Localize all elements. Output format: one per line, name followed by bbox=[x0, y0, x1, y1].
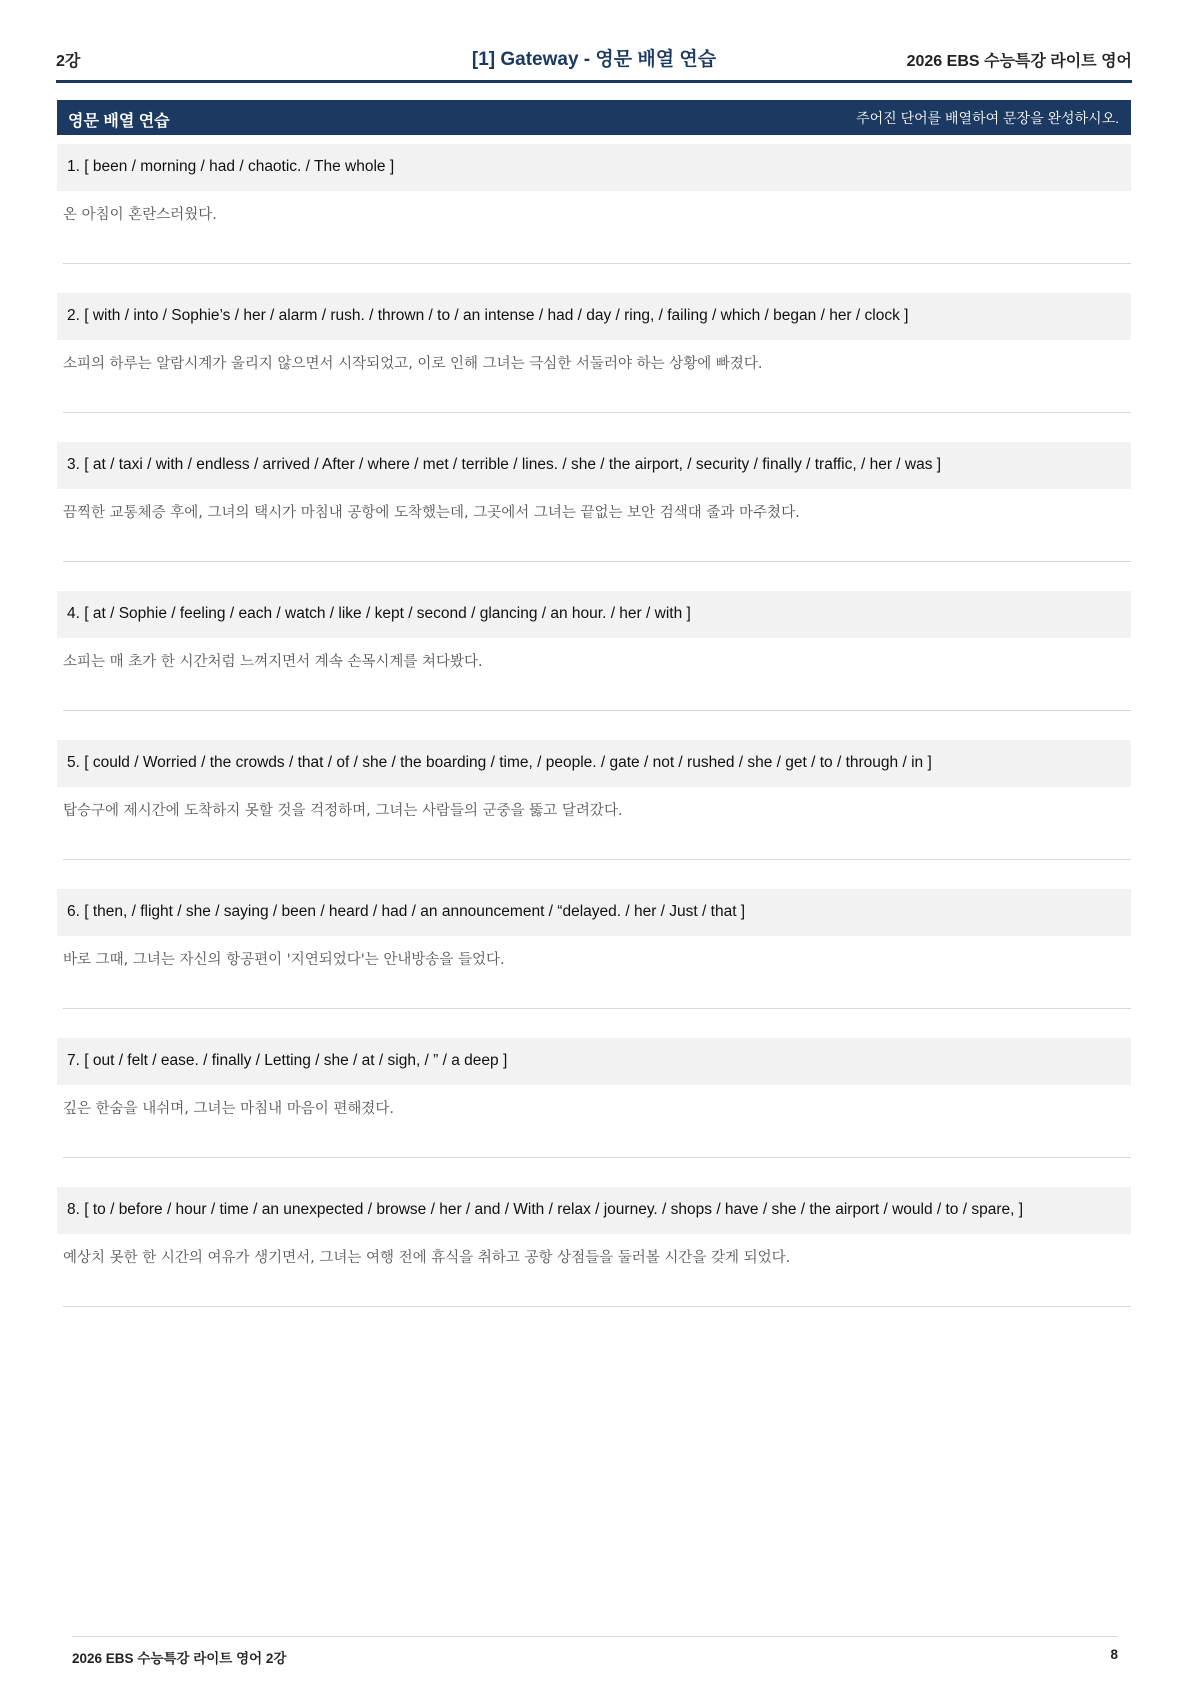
exercise-list bbox=[57, 144, 1131, 1336]
answer-line bbox=[63, 1306, 1131, 1307]
page-header bbox=[56, 44, 1132, 83]
word-bank: 8. [ to / before / hour / time / an unexpected / browse / her / and / With / relax / journey. / shops / have / she / the airport / would / to / spare, ] bbox=[57, 1187, 1131, 1234]
korean-translation: 예상치 못한 한 시간의 여유가 생기면서, 그녀는 여행 전에 휴식을 취하고 공항 상점들을 둘러볼 시간을 갖게 되었다. bbox=[63, 1250, 791, 1266]
exercise-item bbox=[57, 144, 1131, 293]
answer-line bbox=[63, 859, 1131, 860]
word-bank: 5. [ could / Worried / the crowds / that / of / she / the boarding / time, / people. / gate / not / rushed / she / get / to / through / in ] bbox=[57, 740, 1131, 787]
answer-line bbox=[63, 710, 1131, 711]
page-number: 8 bbox=[1110, 1647, 1118, 1662]
korean-translation: 소피는 매 초가 한 시간처럼 느껴지면서 계속 손목시계를 쳐다봤다. bbox=[63, 654, 483, 670]
word-bank: 3. [ at / taxi / with / endless / arrived / After / where / met / terrible / lines. / she / the airport, / security / finally / traffic, / her / was ] bbox=[57, 442, 1131, 489]
section-instruction: 주어진 단어를 배열하여 문장을 완성하시오. bbox=[856, 110, 1119, 126]
word-bank: 4. [ at / Sophie / feeling / each / watch / like / kept / second / glancing / an hour. / her / with ] bbox=[57, 591, 1131, 638]
book-title: 2026 EBS 수능특강 라이트 영어 bbox=[906, 53, 1132, 70]
exercise-item bbox=[57, 1187, 1131, 1336]
exercise-item bbox=[57, 1038, 1131, 1187]
exercise-item bbox=[57, 740, 1131, 889]
word-bank: 7. [ out / felt / ease. / finally / Letting / she / at / sigh, / ” / a deep ] bbox=[57, 1038, 1131, 1085]
word-bank: 1. [ been / morning / had / chaotic. / The whole ] bbox=[57, 144, 1131, 191]
korean-translation: 온 아침이 혼란스러웠다. bbox=[63, 207, 217, 223]
exercise-item bbox=[57, 293, 1131, 442]
korean-translation: 소피의 하루는 알람시계가 울리지 않으면서 시작되었고, 이로 인해 그녀는 극심한 서둘러야 하는 상황에 빠졌다. bbox=[63, 356, 763, 372]
answer-line bbox=[63, 561, 1131, 562]
word-bank: 2. [ with / into / Sophie’s / her / alarm / rush. / thrown / to / an intense / had / day / ring, / failing / which / began / her / clock ] bbox=[57, 293, 1131, 340]
korean-translation: 깊은 한숨을 내쉬며, 그녀는 마침내 마음이 편해졌다. bbox=[63, 1101, 395, 1117]
answer-line bbox=[63, 1157, 1131, 1158]
answer-line bbox=[63, 263, 1131, 264]
footer-text: 2026 EBS 수능특강 라이트 영어 2강 bbox=[72, 1651, 287, 1666]
exercise-item bbox=[57, 591, 1131, 740]
korean-translation: 탑승구에 제시간에 도착하지 못할 것을 걱정하며, 그녀는 사람들의 군중을 뚫고 달려갔다. bbox=[63, 803, 623, 819]
section-bar bbox=[57, 100, 1131, 135]
exercise-item bbox=[57, 889, 1131, 1038]
page-footer bbox=[72, 1636, 1118, 1667]
korean-translation: 바로 그때, 그녀는 자신의 항공편이 '지연되었다'는 안내방송을 들었다. bbox=[63, 952, 505, 968]
lesson-number: 2강 bbox=[56, 53, 81, 70]
section-title: 영문 배열 연습 bbox=[68, 113, 170, 130]
korean-translation: 끔찍한 교통체증 후에, 그녀의 택시가 마침내 공항에 도착했는데, 그곳에서 그녀는 끝없는 보안 검색대 줄과 마주쳤다. bbox=[63, 505, 800, 521]
answer-line bbox=[63, 412, 1131, 413]
page-title: [1] Gateway - 영문 배열 연습 bbox=[471, 49, 717, 70]
word-bank: 6. [ then, / flight / she / saying / been / heard / had / an announcement / “delayed. / her / Just / that ] bbox=[57, 889, 1131, 936]
exercise-item bbox=[57, 442, 1131, 591]
answer-line bbox=[63, 1008, 1131, 1009]
